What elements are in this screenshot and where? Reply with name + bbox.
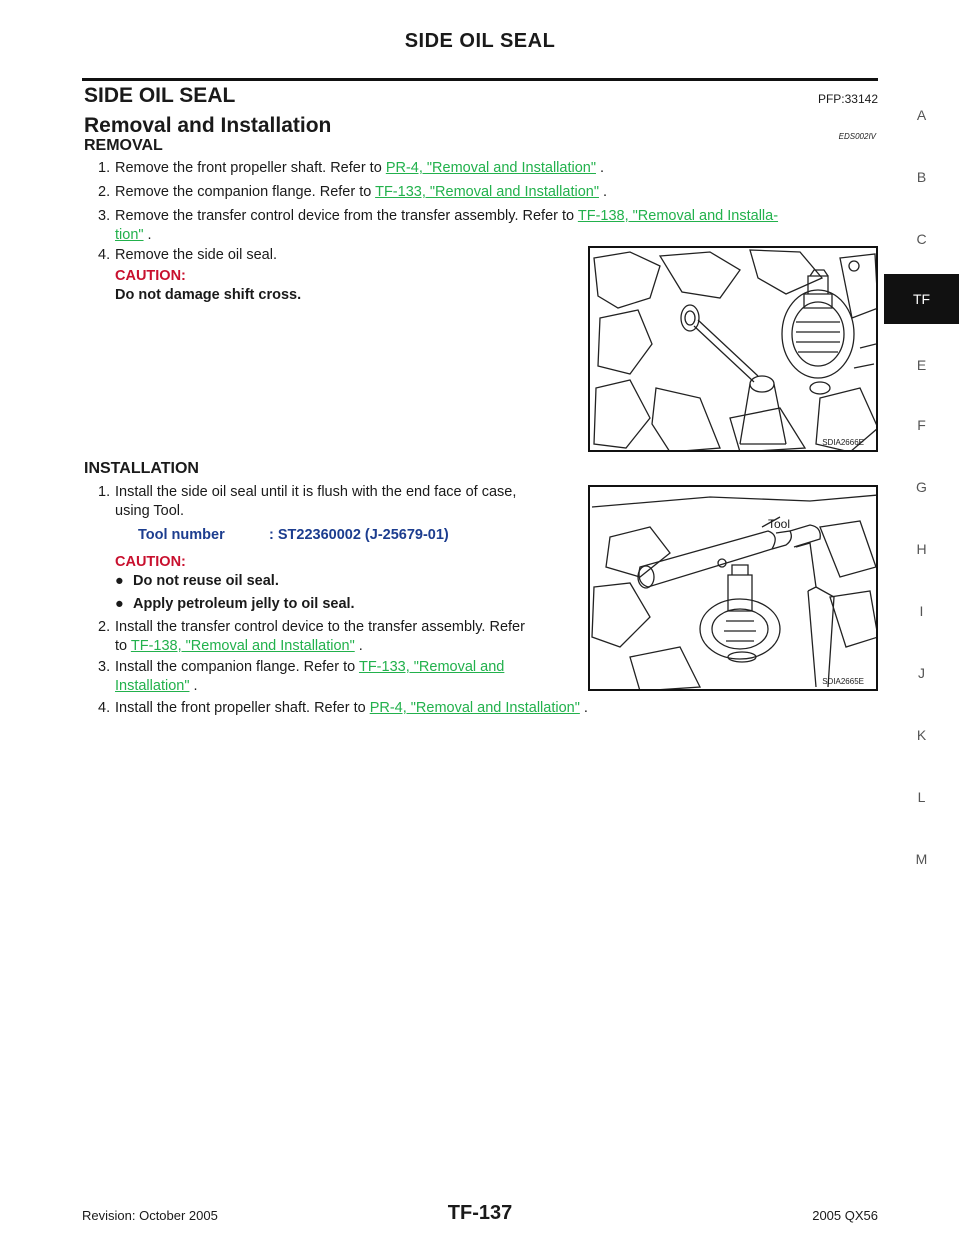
figure-code: SDIA2666E [822, 438, 864, 447]
step-text: Remove the companion flange. Refer to [115, 184, 376, 200]
figure-code: SDIA2665E [822, 677, 864, 686]
install-step-1 [98, 483, 580, 521]
tab-h[interactable]: H [916, 541, 927, 557]
tab-i[interactable]: I [919, 603, 924, 619]
caution-label: CAUTION: [115, 554, 186, 570]
link-tf-133-cont[interactable]: Installation" [115, 678, 190, 694]
step-number: 2. [98, 184, 111, 200]
step-text: Install the front propeller shaft. Refer to [115, 700, 370, 716]
caution-bullet-1: ● Do not reuse oil seal. [115, 573, 279, 589]
install-step-3: 3. Install the companion flange. Refer to TF-133, "Removal and Installation" . [98, 659, 505, 694]
tab-a[interactable]: A [916, 107, 927, 123]
tab-tf[interactable]: TF [884, 274, 959, 324]
step-text: Install the transfer control device to the transfer assembly. Refer [115, 619, 525, 635]
installation-heading: INSTALLATION [84, 460, 199, 477]
caution-text: Do not damage shift cross. [115, 287, 302, 303]
caution-label: CAUTION: [115, 268, 186, 284]
removal-step-3: 3. Remove the transfer control device from the transfer assembly. Refer to TF-138, "Removal and Installa- tion" . [98, 208, 779, 243]
removal-heading: REMOVAL [84, 137, 163, 154]
subsection-title: Removal and Installation [84, 114, 332, 137]
step-text-cont: using Tool. [115, 503, 185, 519]
tool-number-value: : ST22360002 (J-25679-01) [269, 527, 449, 543]
link-tf-138-cont[interactable]: tion" [115, 227, 144, 243]
tab-l[interactable]: L [917, 789, 926, 805]
figure-tool-label: Tool [768, 517, 791, 531]
removal-illustration [590, 248, 878, 452]
document-code: EDS002IV [838, 132, 876, 141]
footer-revision: Revision: October 2005 [82, 1208, 218, 1223]
tool-number [138, 527, 449, 543]
tab-j[interactable]: J [918, 665, 925, 681]
part-code: PFP:33142 [817, 92, 878, 106]
step-number: 3. [98, 659, 111, 675]
bullet-icon: ● [115, 573, 124, 589]
page-number: TF-137 [447, 1202, 513, 1224]
step-text: Install the companion flange. Refer to [115, 659, 359, 675]
link-pr-4[interactable]: PR-4, "Removal and Installation" [385, 160, 596, 176]
header-rule [82, 78, 878, 81]
removal-step-4 [98, 246, 277, 265]
tab-f[interactable]: F [917, 417, 926, 433]
step-number: 4. [98, 700, 111, 716]
step-text: Remove the side oil seal. [115, 247, 277, 263]
installation-illustration [590, 487, 878, 691]
figure-side-oil-seal-removal [588, 246, 878, 452]
tab-k[interactable]: K [916, 727, 927, 743]
section-title: SIDE OIL SEAL [84, 84, 236, 107]
step-number: 3. [98, 208, 111, 224]
step-number: 4. [98, 247, 111, 263]
install-step-4: 4. Install the front propeller shaft. Refer to PR-4, "Removal and Installation" . [98, 700, 588, 716]
tab-b[interactable]: B [916, 169, 927, 185]
caution-bullet-2: ● Apply petroleum jelly to oil seal. [115, 596, 355, 612]
tab-e[interactable]: E [916, 357, 927, 373]
install-step-2: 2. Install the transfer control device to the transfer assembly. Refer to TF-138, "Removal and Installation" . [98, 618, 580, 656]
link-tf-138[interactable]: TF-138, "Removal and Installa- [577, 208, 779, 224]
link-pr-4[interactable]: PR-4, "Removal and Installation" [369, 700, 580, 716]
running-header: SIDE OIL SEAL [404, 30, 556, 52]
tool-number-label: Tool number [138, 527, 225, 543]
link-tf-138[interactable]: TF-138, "Removal and Installation" [130, 638, 355, 654]
step-number: 1. [98, 160, 111, 176]
step-number: 1. [98, 484, 111, 500]
removal-step-1: 1. Remove the front propeller shaft. Refer to PR-4, "Removal and Installation" . [98, 160, 605, 176]
figure-side-oil-seal-installation [588, 485, 878, 691]
step-number: 2. [98, 619, 111, 635]
step-text: Remove the front propeller shaft. Refer to [115, 160, 386, 176]
tab-g[interactable]: G [916, 479, 927, 495]
step-text: Remove the transfer control device from the transfer assembly. Refer to [115, 208, 578, 224]
link-tf-133[interactable]: TF-133, "Removal and [358, 659, 505, 675]
tab-c[interactable]: C [916, 231, 927, 247]
tab-m[interactable]: M [915, 851, 928, 867]
bullet-icon: ● [115, 596, 124, 612]
link-tf-133[interactable]: TF-133, "Removal and Installation" [375, 184, 599, 200]
footer-model: 2005 QX56 [812, 1208, 878, 1223]
step-text: Install the side oil seal until it is flush with the end face of case, [115, 484, 517, 500]
removal-step-2: 2. Remove the companion flange. Refer to TF-133, "Removal and Installation" . [98, 184, 608, 200]
